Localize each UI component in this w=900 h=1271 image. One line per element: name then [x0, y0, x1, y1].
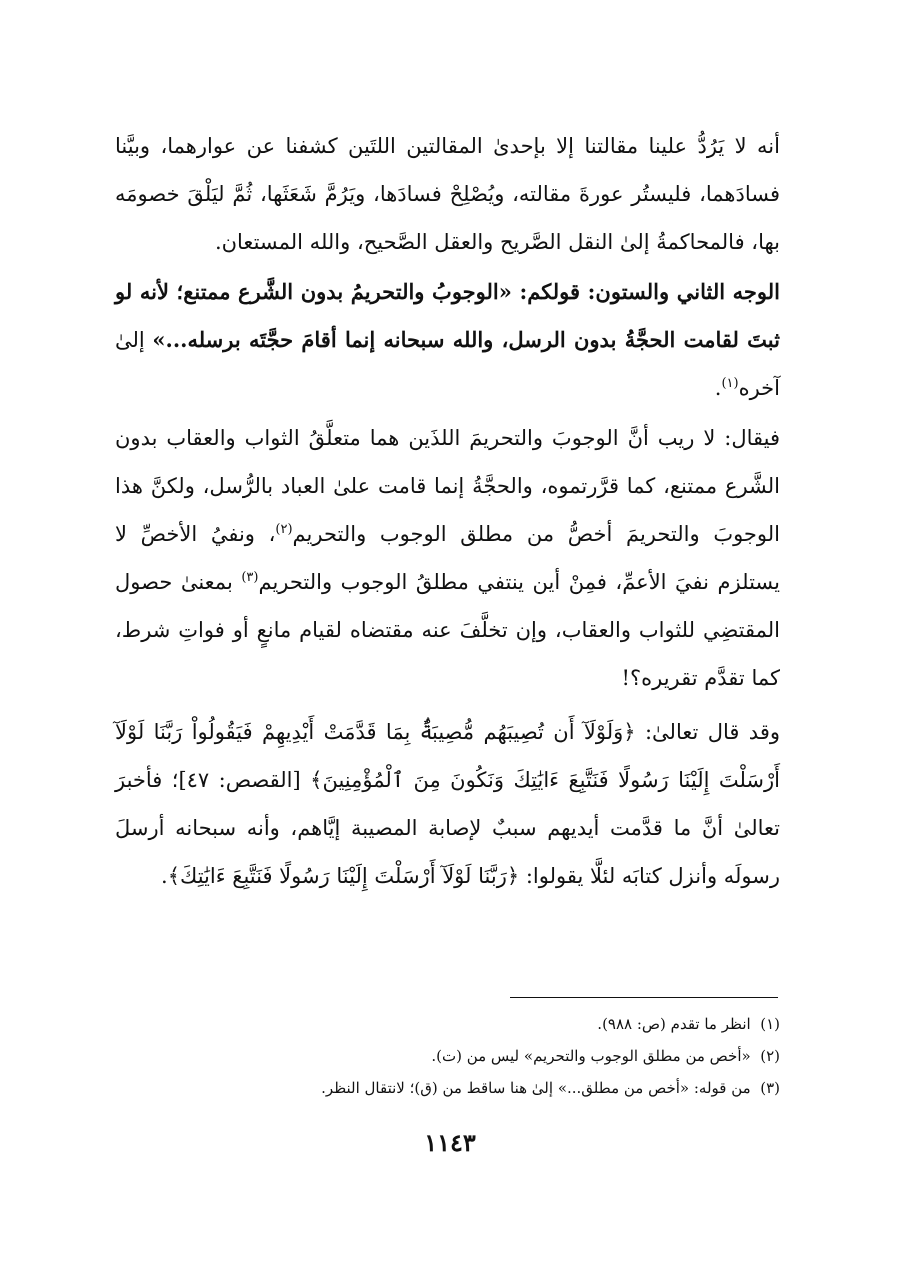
footnote-3: [115, 1072, 780, 1104]
paragraph-2-bold: الوجه الثاني والستون: قولكم: «الوجوبُ والتحريمُ بدون الشَّرع ممتنع؛ لأنه لو ثبتَ لقامت الحجَّةُ بدون الرسل، والله سبحانه إنما أقامَ حجَّتَه برسله...»: [115, 279, 780, 352]
footnote-divider: [510, 997, 778, 998]
footnote-3-number: (٣): [760, 1079, 780, 1097]
paragraph-2-regular: إلىٰ آخره: [115, 328, 780, 400]
paragraph-3-part1: فيقال: لا ريب أنَّ الوجوبَ والتحريمَ اللذَين هما متعلَّقُ الثواب والعقاب بدون الشَّرع ممتنع، كما قرَّرتموه، والحجَّةُ إنما قامت علىٰ العباد بالرُّسل، ولكنَّ هذا الوجوبَ والتحريمَ أخصُّ من مطلق الوجوب والتحريم: [115, 426, 780, 546]
paragraph-4: [115, 708, 780, 900]
footnote-ref-3: (٣): [241, 570, 259, 585]
footnotes: [115, 1008, 780, 1104]
footnote-ref-2: (٢): [275, 522, 293, 537]
paragraph-3-text: [115, 414, 780, 702]
paragraph-4-intro: وقد قال تعالىٰ:: [635, 720, 780, 744]
paragraph-3-part3: بمعنىٰ حصول المقتضِي للثواب والعقاب، وإن تخلَّفَ عنه مقتضاه لقيام مانعٍ أو فواتِ شرط، كما تقدَّم تقريره؟!: [115, 570, 780, 690]
footnote-2-text: «أخص من مطلق الوجوب والتحريم» ليس من (ت).: [431, 1047, 751, 1065]
footnote-1-text: انظر ما تقدم (ص: ٩٨٨).: [597, 1015, 751, 1033]
quran-verse-2: ﴿رَبَّنَا لَوْلَآ أَرْسَلْتَ إِلَيْنَا رَسُولًا فَنَتَّبِعَ ءَايَٰتِكَ﴾: [167, 864, 520, 888]
paragraph-2-end: .: [714, 376, 722, 400]
paragraph-2-text: [115, 268, 780, 412]
footnote-1-number: (١): [760, 1015, 780, 1033]
page-number: ١١٤٣: [424, 1128, 476, 1157]
surah-citation: [القصص: ٤٧]: [178, 768, 311, 792]
paragraph-3: [115, 414, 780, 702]
paragraph-2: [115, 268, 780, 412]
paragraph-1-text: أنه لا يَرُدُّ علينا مقالتنا إلا بإحدىٰ المقالتين اللتَين كشفنا عن عوارهما، وبيَّنا فسادَهما، فليستُر عورةَ مقالته، ويُصْلِحْ فسادَها، ويَرُمَّ شَعَثَها، ثُمَّ ليَلْقَ خصومَه بها، فالمحاكمةُ إلىٰ النقل الصَّريح والعقل الصَّحيح، والله المستعان.: [115, 134, 780, 254]
footnote-2: [115, 1040, 780, 1072]
quran-verse-1: ﴿وَلَوْلَآ أَن تُصِيبَهُم مُّصِيبَةٌۢ بِمَا قَدَّمَتْ أَيْدِيهِمْ فَيَقُولُواْ رَبَّنَا لَوْلَآ أَرْسَلْتَ إِلَيْنَا رَسُولًا فَنَتَّبِعَ ءَايَٰتِكَ وَنَكُونَ مِنَ ٱلْمُؤْمِنِينَ﴾: [115, 720, 780, 792]
paragraph-4-middle: ؛ فأخبرَ تعالىٰ أنَّ ما قدَّمت أيديهم سببٌ لإصابة المصيبة إيَّاهم، وأنه سبحانه أرسلَ رسولَه وأنزل كتابَه لئلَّا يقولوا:: [115, 768, 780, 888]
footnote-1: [115, 1008, 780, 1040]
paragraph-1: [115, 122, 780, 266]
footnote-3-text: من قوله: «أخص من مطلق...» إلىٰ هنا ساقط من (ق)؛ لانتقال النظر.: [321, 1079, 751, 1097]
paragraph-4-end: .: [161, 864, 168, 888]
paragraph-3-part2: ، ونفيُ الأخصِّ لا يستلزم نفيَ الأعمِّ، فمِنْ أين ينتفي مطلقُ الوجوب والتحريم: [115, 522, 781, 594]
paragraph-4-text: [115, 708, 780, 900]
footnote-ref-1: (١): [721, 376, 739, 391]
footnote-2-number: (٢): [760, 1047, 780, 1065]
